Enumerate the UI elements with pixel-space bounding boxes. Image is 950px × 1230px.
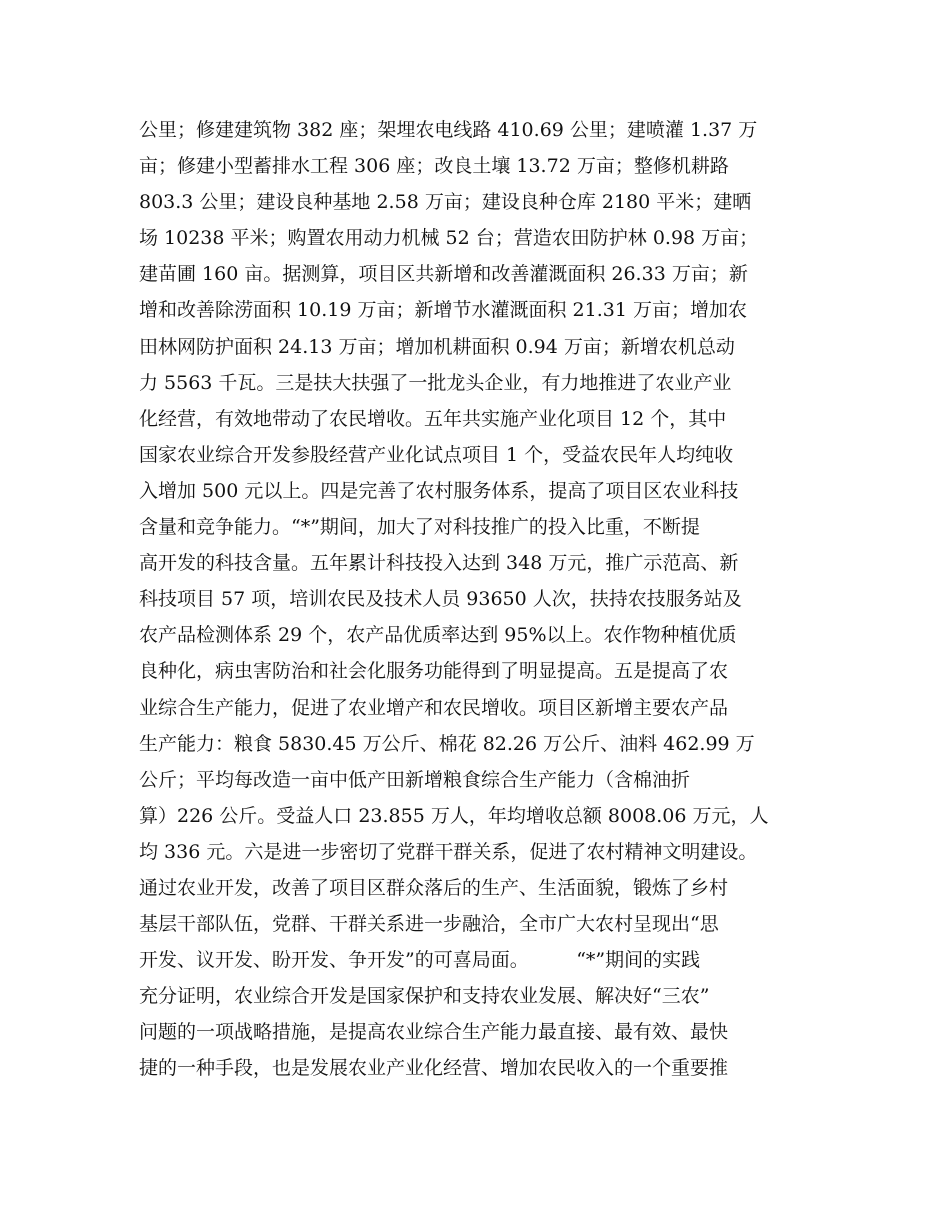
text-line: 开发、议开发、盼开发、争开发”的可喜局面。 “*”期间的实践	[139, 949, 701, 972]
text-line: 问题的一项战略措施，是提高农业综合生产能力最直接、最有效、最快	[139, 1021, 729, 1044]
text-line: 算）226 公斤。受益人口 23.855 万人，年均增收总额 8008.06 万元，人	[139, 804, 769, 827]
text-line: 化经营，有效地带动了农民增收。五年共实施产业化项目 12 个，其中	[139, 407, 727, 430]
text-line: 增和改善除涝面积 10.19 万亩；新增节水灌溉面积 21.31 万亩；增加农	[139, 299, 747, 322]
text-line: 高开发的科技含量。五年累计科技投入达到 348 万元，推广示范高、新	[139, 552, 739, 575]
text-line: 充分证明，农业综合开发是国家保护和支持农业发展、解决好“三农”	[139, 985, 710, 1008]
text-line: 建苗圃 160 亩。据测算，项目区共新增和改善灌溉面积 26.33 万亩；新	[139, 263, 748, 286]
text-line: 良种化，病虫害防治和社会化服务功能得到了明显提高。五是提高了农	[139, 660, 729, 683]
text-line: 基层干部队伍，党群、干群关系进一步融洽，全市广大农村呈现出“思	[139, 913, 719, 936]
body-text	[139, 112, 829, 1087]
text-line: 业综合生产能力，促进了农业增产和农民增收。项目区新增主要农产品	[139, 696, 729, 719]
text-line: 场 10238 平米；购置农用动力机械 52 台；营造农田防护林 0.98 万亩；	[139, 227, 759, 250]
text-line: 含量和竞争能力。“*”期间，加大了对科技推广的投入比重，不断提	[139, 516, 700, 539]
text-line: 亩；修建小型蓄排水工程 306 座；改良土壤 13.72 万亩；整修机耕路	[139, 155, 729, 178]
text-line: 公斤；平均每改造一亩中低产田新增粮食综合生产能力（含棉油折	[139, 768, 691, 791]
text-line: 通过农业开发，改善了项目区群众落后的生产、生活面貌，锻炼了乡村	[139, 876, 729, 899]
text-line: 均 336 元。六是进一步密切了党群干群关系，促进了农村精神文明建设。	[139, 840, 758, 863]
text-line: 捷的一种手段，也是发展农业产业化经营、增加农民收入的一个重要推	[139, 1057, 729, 1080]
text-line: 入增加 500 元以上。四是完善了农村服务体系，提高了项目区农业科技	[139, 479, 739, 502]
text-line: 803.3 公里；建设良种基地 2.58 万亩；建设良种仓库 2180 平米；建晒	[139, 191, 752, 214]
text-line: 农产品检测体系 29 个，农产品优质率达到 95%以上。农作物种植优质	[139, 624, 737, 647]
text-line: 公里；修建建筑物 382 座；架埋农电线路 410.69 公里；建喷灌 1.37 万	[139, 119, 758, 141]
text-line: 科技项目 57 项，培训农民及技术人员 93650 人次，扶持农技服务站及	[139, 588, 742, 611]
text-line: 力 5563 千瓦。三是扶大扶强了一批龙头企业，有力地推进了农业产业	[139, 371, 732, 394]
text-line: 国家农业综合开发参股经营产业化试点项目 1 个，受益农民年人均纯收	[139, 443, 734, 466]
text-line: 生产能力：粮食 5830.45 万公斤、棉花 82.26 万公斤、油料 462.99 万	[139, 732, 755, 755]
text-line: 田林网防护面积 24.13 万亩；增加机耕面积 0.94 万亩；新增农机总动	[139, 335, 735, 358]
